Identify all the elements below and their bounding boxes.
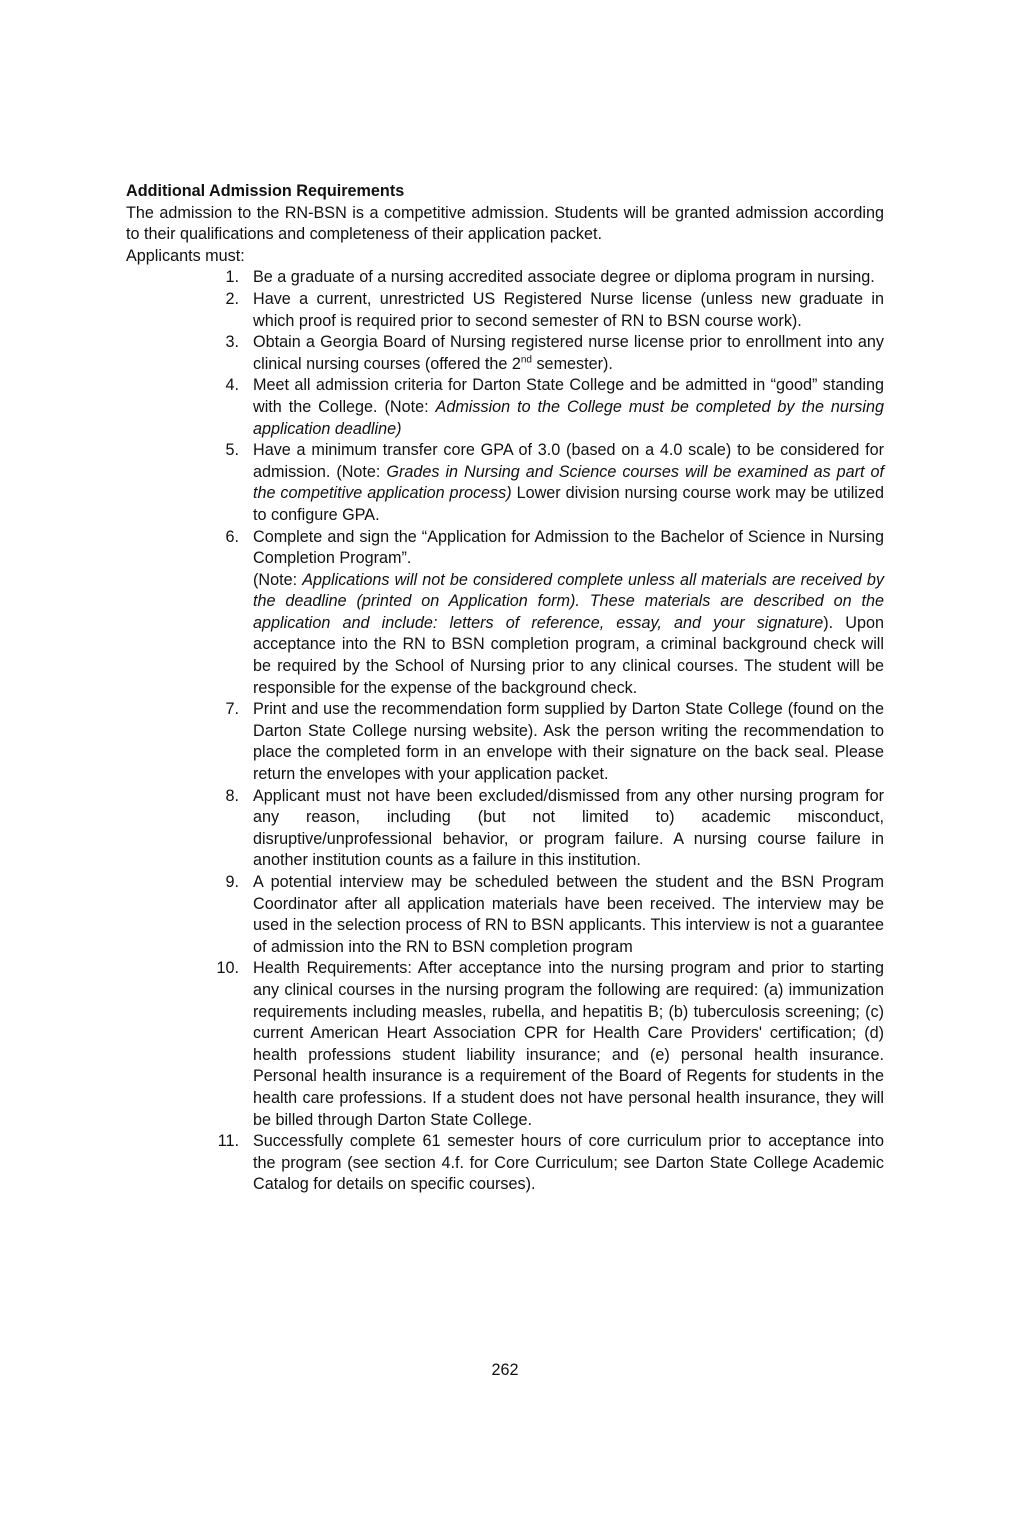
item-text: Be a graduate of a nursing accredited associate degree or diploma program in nursing. [253, 268, 875, 287]
list-item [126, 375, 884, 440]
section-heading: Additional Admission Requirements [126, 182, 405, 200]
item-text-main: Meet all admission criteria for Darton State College and be admitted in “good” standing with the College. (Note: [253, 376, 884, 416]
item-number: 8. [225, 786, 239, 805]
page-number: 262 [491, 1361, 519, 1379]
item-text [253, 440, 884, 526]
item-italic-note: Grades in Nursing and Science courses will be examined as part of the competitive application process) [253, 462, 885, 503]
list-item [126, 289, 884, 332]
item-note [253, 570, 884, 700]
item-text: Health Requirements: After acceptance into the nursing program and prior to starting any clinical courses in the nursing program the following are required: (a) immunization requirements including measles, rubella, and hepatitis B; (b) tuberculosis screening; (c) current American Heart Association CPR for Health Care Providers' certification; (d) health professions student liability insurance; and (e) personal health insurance. Personal health insurance is a requirement of the Board of Regents for students in the health care professions. If a student does not have personal health insurance, they will be billed through Darton State College. [253, 959, 884, 1129]
list-item [126, 267, 884, 289]
item-text: A potential interview may be scheduled between the student and the BSN Program Coordinator after all application materials have been received. The interview may be used in the selection process of RN to BSN applicants. This interview is not a guarantee of admission into the RN to BSN completion program [253, 873, 884, 956]
item-number: 11. [217, 1132, 239, 1151]
item-number: 2. [225, 289, 239, 308]
item-number: 9. [225, 873, 239, 891]
note-after: ). Upon acceptance into the RN to BSN completion program, a criminal background check will be required by the School of Nursing prior to any clinical courses. The student will be responsible for the expense of the background check. [253, 613, 884, 697]
item-text: Print and use the recommendation form supplied by Darton State College (found on the Darton State College nursing website). Ask the person writing the recommendation to place the completed form in an envelope with their signature on the back seal. Please return the envelopes with your application packet. [253, 700, 884, 784]
item-number: 1. [225, 268, 239, 287]
note-prefix: (Note: [253, 570, 303, 589]
item-text: Applicant must not have been excluded/dismissed from any other nursing program for any reason, including (but not limited to) academic misconduct, disruptive/unprofessional behavior, or program failure. A nursing course failure in another institution counts as a failure in this institution. [253, 786, 884, 870]
item-text: Have a current, unrestricted US Registered Nurse license (unless new graduate in which proof is required prior to second semester of RN to BSN course work). [253, 289, 884, 330]
item-text-after: Lower division nursing course work may be utilized to configure GPA. [253, 484, 884, 524]
list-item [126, 332, 884, 375]
item-number: 7. [225, 700, 239, 719]
item-number: 3. [225, 333, 239, 352]
list-item [126, 872, 884, 958]
item-number: 5. [225, 441, 239, 460]
item-text-after-superscript: semester). [531, 354, 613, 373]
intro-paragraph: The admission to the RN-BSN is a competitive admission. Students will be granted admission according to their qualifications and completeness of their application packet. [126, 203, 884, 244]
item-italic-note: Admission to the College must be completed by the nursing application deadline) [253, 397, 884, 438]
item-text: Successfully complete 61 semester hours of core curriculum prior to acceptance into the program (see section 4.f. for Core Curriculum; see Darton State College Academic Catalog for details on specific courses). [253, 1132, 884, 1194]
note-italic: Applications will not be considered complete unless all materials are received by the deadline (printed on Application form). These materials are described on the application and include: letters of reference, essay, and your signature [253, 570, 884, 632]
item-text [253, 375, 884, 440]
item-text: Complete and sign the “Application for Admission to the Bachelor of Science in Nursing Completion Program”. [253, 527, 884, 568]
item-number: 4. [225, 376, 239, 395]
item-text [253, 332, 884, 375]
ordinal-superscript: nd [520, 354, 532, 366]
list-item [126, 699, 884, 785]
item-text-before-superscript: Obtain a Georgia Board of Nursing registered nurse license prior to enrollment into any clinical nursing courses (offered the 2 [253, 333, 884, 373]
document-body [126, 181, 884, 1196]
list-item [126, 786, 884, 872]
item-number: 6. [225, 527, 239, 546]
list-item [126, 527, 884, 700]
lead-in-text: Applicants must: [126, 246, 245, 265]
item-number: 10. [216, 959, 239, 978]
list-item [126, 1131, 884, 1196]
list-item [126, 958, 884, 1131]
list-item [126, 440, 884, 526]
item-text-main: Have a minimum transfer core GPA of 3.0 (based on a 4.0 scale) to be considered for admission. (Note: [253, 441, 884, 481]
requirements-list [126, 267, 884, 1196]
